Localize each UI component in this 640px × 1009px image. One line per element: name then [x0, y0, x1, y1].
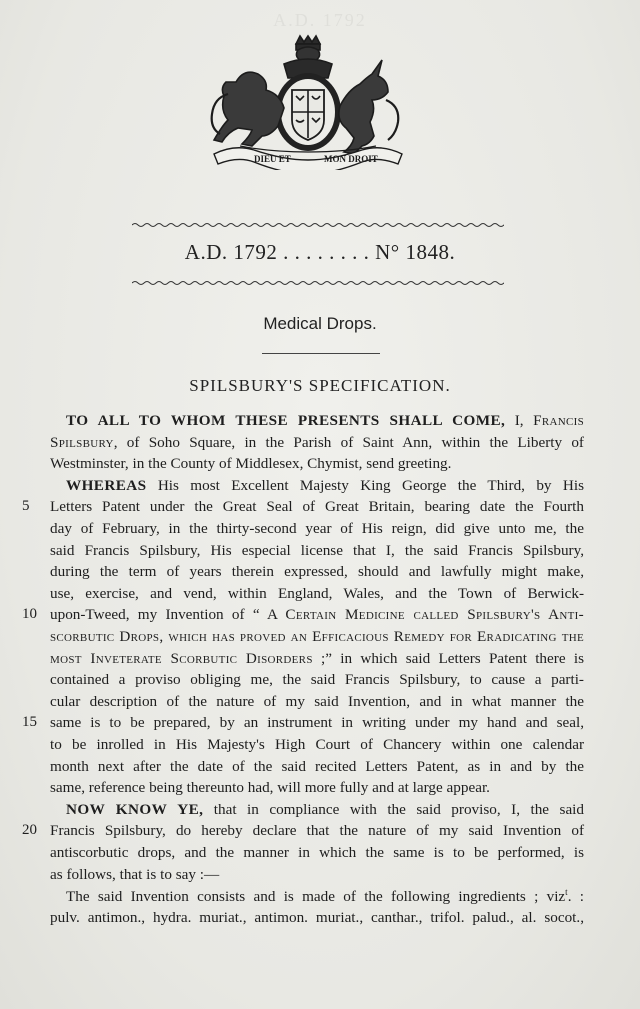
patent-number-line: A.D. 1792 . . . . . . . . N° 1848. — [184, 240, 456, 264]
text-line — [66, 801, 584, 819]
text-segment: , of Soho Square, in the Parish of Saint Ann, within the Liberty of — [113, 433, 584, 451]
text-line — [50, 606, 584, 624]
short-divider — [262, 353, 380, 354]
subject-heading: Medical Drops. — [263, 314, 377, 333]
text-segment: said Francis Spilsbury, His especial license that I, the said Francis Spilsbury, — [50, 541, 584, 559]
text-line — [50, 758, 584, 776]
text-line — [66, 477, 584, 495]
text-segment: to be inrolled in His Majesty's High Court of Chancery within one calendar — [50, 736, 584, 753]
text-segment: Francis Spilsbury, do hereby declare that the nature of my said Invention of — [50, 822, 584, 840]
line-number: 5 — [22, 498, 30, 515]
ornamental-rule-bottom — [132, 280, 504, 286]
text-segment: t — [565, 887, 568, 898]
text-segment: contained a proviso obliging me, the said Francis Spilsbury, to cause a parti- — [50, 671, 584, 689]
text-line — [50, 693, 584, 711]
text-line — [50, 671, 584, 689]
bleed-through-header: A.D. 1792 — [273, 10, 367, 30]
text-line — [50, 434, 584, 452]
text-line — [66, 412, 584, 430]
specification-title: SPILSBURY'S SPECIFICATION. — [189, 376, 451, 395]
text-line — [50, 822, 584, 840]
text-segment: that in compliance with the said proviso, I, the said — [203, 800, 584, 818]
text-line — [50, 844, 584, 862]
text-segment: as follows, that is to say :— — [50, 865, 220, 883]
text-line — [50, 650, 584, 668]
text-segment: scorbutic Drops, which has proved an Efficacious Remedy for Eradicating the — [50, 628, 584, 645]
text-segment: . : — [567, 888, 584, 906]
ornamental-rule-top — [132, 222, 504, 228]
text-line — [50, 736, 584, 754]
line-number: 10 — [22, 606, 37, 623]
text-segment: Letters Patent under the Great Seal of Great Britain, bearing date the Fourth — [50, 498, 584, 516]
text-segment: antiscorbutic drops, and the manner in which the same is to be performed, is — [50, 844, 584, 861]
text-line — [66, 887, 584, 906]
text-line — [50, 455, 584, 473]
text-segment: Francis — [533, 412, 584, 429]
text-line — [50, 909, 584, 927]
text-segment: Westminster, in the County of Middlesex, Chymist, send greeting. — [50, 455, 452, 473]
text-segment: Spilsbury — [50, 433, 114, 451]
text-line — [50, 520, 584, 538]
text-line — [50, 542, 584, 560]
text-line — [50, 628, 584, 646]
text-segment: cular description of the nature of my said Invention, and in what manner the — [50, 692, 584, 710]
text-segment: most Inveterate Scorbutic Disorders — [50, 649, 313, 667]
text-line — [50, 866, 584, 884]
text-line — [50, 498, 584, 516]
text-segment: TO ALL TO WHOM THESE PRESENTS SHALL COME, — [66, 412, 506, 429]
text-segment: I, — [505, 412, 534, 429]
text-segment: day of February, in the thirty-second year of His reign, did give unto me, the — [50, 520, 584, 537]
text-segment: Certain Medicine called Spilsbury's Anti- — [285, 606, 584, 624]
text-line — [50, 714, 584, 732]
text-segment: NOW KNOW YE, — [66, 800, 204, 818]
text-segment: WHEREAS — [66, 476, 147, 494]
text-segment: The said Invention consists and is made of the following ingredients ; viz — [66, 888, 566, 906]
text-line — [50, 563, 584, 581]
text-line — [50, 779, 584, 797]
text-segment: use, exercise, and vend, within England, Wales, and the Town of Berwick- — [50, 584, 584, 602]
text-segment: same is to be prepared, by an instrument in writing under my hand and seal, — [50, 714, 584, 732]
text-segment: ;” in which said Letters Patent there is — [312, 649, 584, 667]
motto-right: MON DROIT — [324, 154, 378, 164]
text-segment: upon-Tweed, my Invention of “ A — [50, 606, 286, 624]
motto-left: DIEU ET — [254, 154, 291, 164]
text-segment: His most Excellent Majesty King George the Third, by His — [146, 476, 584, 494]
royal-coat-of-arms — [200, 34, 410, 170]
text-segment: month next after the date of the said recited Letters Patent, as in and by the — [50, 757, 584, 775]
text-segment: during the term of years therein expressed, should and lawfully might make, — [50, 563, 584, 581]
text-line — [50, 585, 584, 603]
text-segment: same, reference being thereunto had, will more fully and at large appear. — [50, 779, 490, 797]
line-number: 20 — [22, 822, 37, 839]
text-segment: pulv. antimon., hydra. muriat., antimon. muriat., canthar., trifol. palud., al. socot., — [50, 908, 584, 926]
line-number: 15 — [22, 714, 37, 731]
